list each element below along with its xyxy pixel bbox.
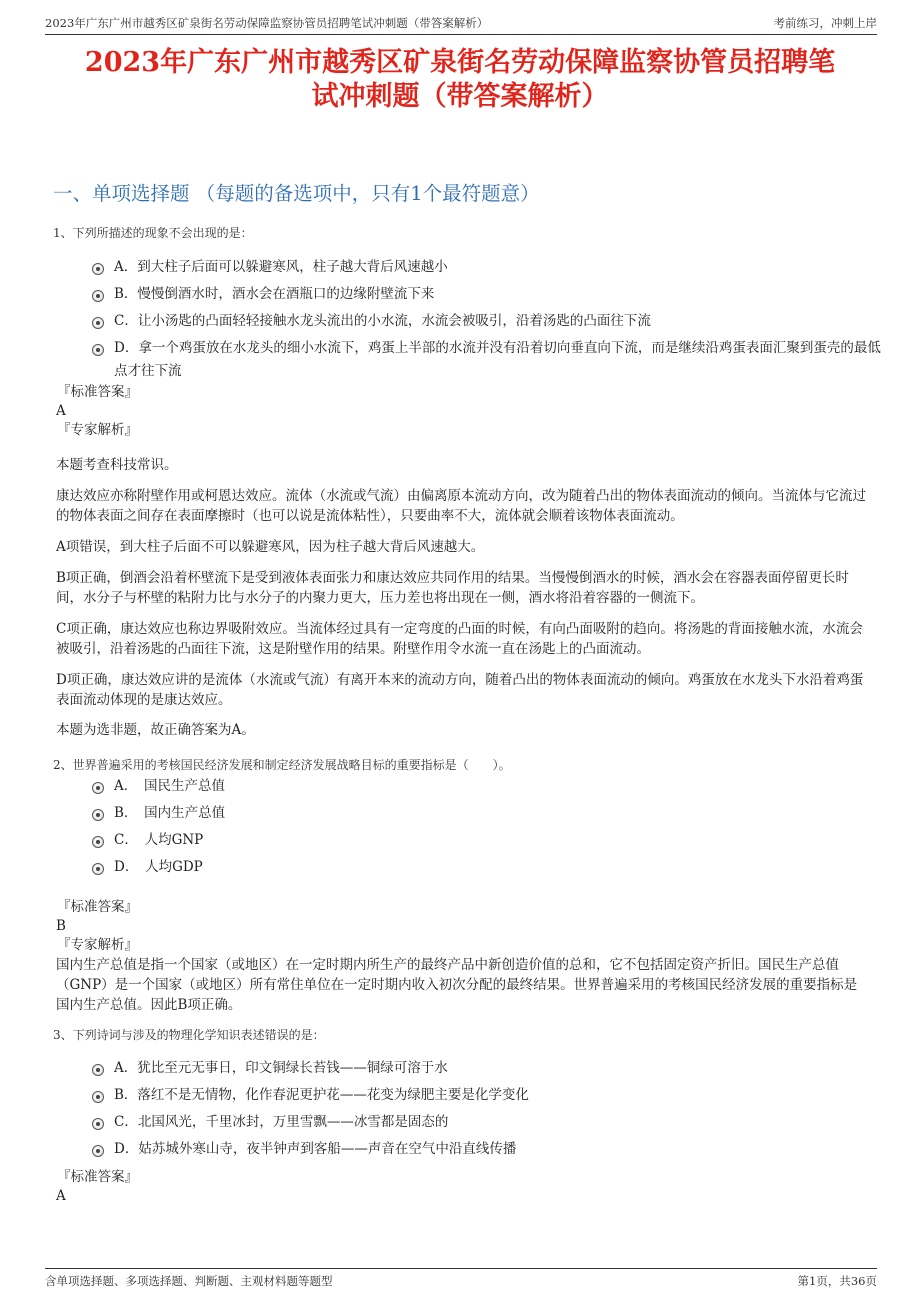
option-text: D．拿一个鸡蛋放在水龙头的细小水流下，鸡蛋上半部的水流并没有沿着切向垂直向下流，而是继续沿鸡蛋表面汇聚到蛋壳的最低点才往下流 <box>114 340 881 379</box>
option-text: A．到大柱子后面可以躲避寒风，柱子越大背后风速越小 <box>114 259 448 275</box>
document-title <box>50 46 870 114</box>
radio-icon[interactable] <box>92 1091 104 1103</box>
q2-answer: B <box>56 918 66 934</box>
q1-analysis-paragraph: 康达效应亦称附壁作用或柯恩达效应。流体（水流或气流）由偏离原本流动方向，改为随着凸出的物体表面流动的倾向。当流体与它流过的物体表面之间存在表面摩擦时（也可以说是流体粘性），只要曲率不大，流体就会顺着该物体表面流动。 <box>56 488 866 524</box>
header-document-title: 2023年广东广州市越秀区矿泉街名劳动保障监察协管员招聘笔试冲刺题（带答案解析） <box>45 16 489 30</box>
q3-option-b[interactable] <box>92 1084 882 1107</box>
option-text: C． 人均GNP <box>114 832 204 848</box>
radio-icon[interactable] <box>92 782 104 794</box>
q2-expert-analysis-label: 『专家解析』 <box>57 937 138 953</box>
q1-answer: A <box>56 403 66 419</box>
q1-option-b[interactable] <box>92 283 882 306</box>
q3-answer: A <box>56 1188 66 1204</box>
radio-icon[interactable] <box>92 290 104 302</box>
radio-icon[interactable] <box>92 863 104 875</box>
q1-analysis-paragraph: C项正确，康达效应也称边界吸附效应。当流体经过具有一定弯度的凸面的时候，有向凸面吸附的趋向。将汤匙的背面接触水流，水流会被吸引，沿着汤匙的凸面往下流，这是附壁作用的结果。附壁作用令水流一直在汤匙上的凸面流动。 <box>56 621 863 657</box>
option-text: B． 国内生产总值 <box>114 805 226 821</box>
q1-analysis-paragraph: 本题为选非题，故正确答案为A。 <box>56 722 255 738</box>
q3-standard-answer-label: 『标准答案』 <box>57 1169 138 1185</box>
option-text: A．犹比至元无事日，印文铜绿长苔钱——铜绿可溶于水 <box>114 1060 448 1076</box>
option-text: D．姑苏城外寒山寺，夜半钟声到客船——声音在空气中沿直线传播 <box>114 1141 517 1157</box>
q1-analysis-paragraph: A项错误，到大柱子后面不可以躲避寒风，因为柱子越大背后风速越大。 <box>56 539 485 555</box>
radio-icon[interactable] <box>92 1118 104 1130</box>
radio-icon[interactable] <box>92 1145 104 1157</box>
q1-analysis-paragraph: 本题考查科技常识。 <box>56 457 178 473</box>
option-text: A． 国民生产总值 <box>114 778 225 794</box>
page-header <box>45 12 877 35</box>
question-2-stem: 2、世界普遍采用的考核国民经济发展和制定经济发展战略目标的重要指标是（ ）。 <box>53 758 511 772</box>
q1-standard-answer-label: 『标准答案』 <box>57 384 138 400</box>
option-text: C．北国风光，千里冰封，万里雪飘——冰雪都是固态的 <box>114 1114 449 1130</box>
radio-icon[interactable] <box>92 317 104 329</box>
option-text: C．让小汤匙的凸面轻轻接触水龙头流出的小水流，水流会被吸引，沿着汤匙的凸面往下流 <box>114 313 651 329</box>
document-title-line-1: 2023年广东广州市越秀区矿泉街名劳动保障监察协管员招聘笔 <box>84 47 836 78</box>
q1-option-a[interactable] <box>92 256 882 279</box>
footer-page-number: 第1页，共36页 <box>797 1274 877 1288</box>
q2-analysis-paragraph: 国内生产总值是指一个国家（或地区）在一定时期内所生产的最终产品中新创造价值的总和，它不包括固定资产折旧。国民生产总值（GNP）是一个国家（或地区）所有常住单位在一定时期内收入初次分配的最终结果。世界普遍采用的考核国民经济发展的重要指标是国内生产总值。因此B项正确。 <box>56 957 858 1013</box>
radio-icon[interactable] <box>92 1064 104 1076</box>
radio-icon[interactable] <box>92 344 104 356</box>
q2-option-a[interactable] <box>92 775 882 798</box>
q3-option-c[interactable] <box>92 1111 882 1134</box>
q3-option-d[interactable] <box>92 1138 882 1161</box>
option-text: D． 人均GDP <box>114 859 203 875</box>
radio-icon[interactable] <box>92 836 104 848</box>
radio-icon[interactable] <box>92 263 104 275</box>
question-1-stem: 1、下列所描述的现象不会出现的是： <box>53 226 253 240</box>
option-text: B．落红不是无情物，化作春泥更护花——花变为绿肥主要是化学变化 <box>114 1087 529 1103</box>
section-title: 一、单项选择题 （每题的备选项中，只有1个最符题意） <box>53 182 540 205</box>
document-title-line-2: 试冲刺题（带答案解析） <box>311 81 609 112</box>
radio-icon[interactable] <box>92 809 104 821</box>
q1-analysis-paragraph: B项正确，倒酒会沿着杯壁流下是受到液体表面张力和康达效应共同作用的结果。当慢慢倒酒水的时候，酒水会在容器表面停留更长时间，水分子与杯壁的粘附力比与水分子的内聚力更大，压力差也将出现在一侧，酒水将沿着容器的一侧流下。 <box>56 570 849 606</box>
q2-option-c[interactable] <box>92 829 882 852</box>
q2-standard-answer-label: 『标准答案』 <box>57 899 138 915</box>
footer-question-types: 含单项选择题、多项选择题、判断题、主观材料题等题型 <box>45 1274 333 1288</box>
header-slogan: 考前练习，冲刺上岸 <box>773 16 877 30</box>
q1-option-d[interactable] <box>92 337 882 383</box>
q1-analysis-paragraph: D项正确，康达效应讲的是流体（水流或气流）有离开本来的流动方向，随着凸出的物体表面流动的倾向。鸡蛋放在水龙头下水沿着鸡蛋表面流动体现的是康达效应。 <box>56 672 864 708</box>
q2-option-d[interactable] <box>92 856 882 879</box>
q1-expert-analysis-label: 『专家解析』 <box>57 422 138 438</box>
question-3-stem: 3、下列诗词与涉及的物理化学知识表述错误的是： <box>53 1028 325 1042</box>
q2-option-b[interactable] <box>92 802 882 825</box>
option-text: B．慢慢倒酒水时，酒水会在酒瓶口的边缘附壁流下来 <box>114 286 435 302</box>
page-footer <box>45 1268 877 1291</box>
q3-option-a[interactable] <box>92 1057 882 1080</box>
q1-option-c[interactable] <box>92 310 882 333</box>
